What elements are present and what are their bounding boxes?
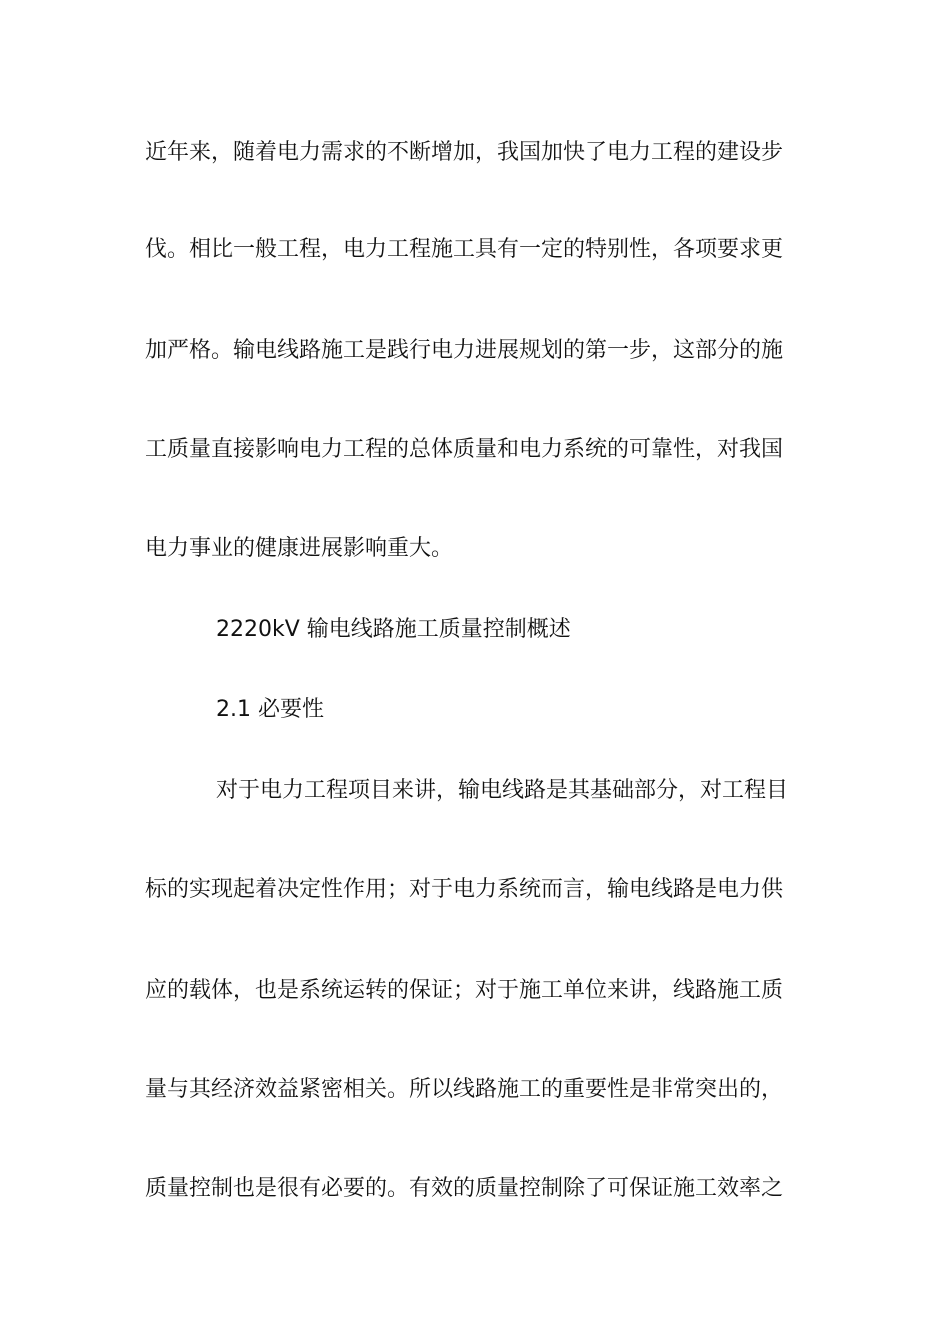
- paragraph-line: 工质量直接影响电力工程的总体质量和电力系统的可靠性，对我国: [145, 437, 784, 462]
- paragraph-line: 伐。相比一般工程，电力工程施工具有一定的特别性，各项要求更: [145, 237, 784, 262]
- subsection-heading: 2.1 必要性: [216, 697, 324, 722]
- paragraph-line: 电力事业的健康进展影响重大。: [145, 536, 454, 561]
- section-heading: 2220kV 输电线路施工质量控制概述: [216, 617, 571, 642]
- paragraph-line: 应的载体，也是系统运转的保证；对于施工单位来讲，线路施工质: [145, 978, 784, 1003]
- paragraph-line: 量与其经济效益紧密相关。所以线路施工的重要性是非常突出的，: [145, 1077, 784, 1102]
- paragraph-line: 近年来，随着电力需求的不断增加，我国加快了电力工程的建设步: [145, 140, 784, 165]
- paragraph-line: 质量控制也是很有必要的。有效的质量控制除了可保证施工效率之: [145, 1176, 784, 1201]
- paragraph-line: 对于电力工程项目来讲，输电线路是其基础部分，对工程目: [216, 778, 789, 803]
- paragraph-line: 标的实现起着决定性作用；对于电力系统而言，输电线路是电力供: [145, 877, 784, 902]
- paragraph-line: 加严格。输电线路施工是践行电力进展规划的第一步，这部分的施: [145, 338, 784, 363]
